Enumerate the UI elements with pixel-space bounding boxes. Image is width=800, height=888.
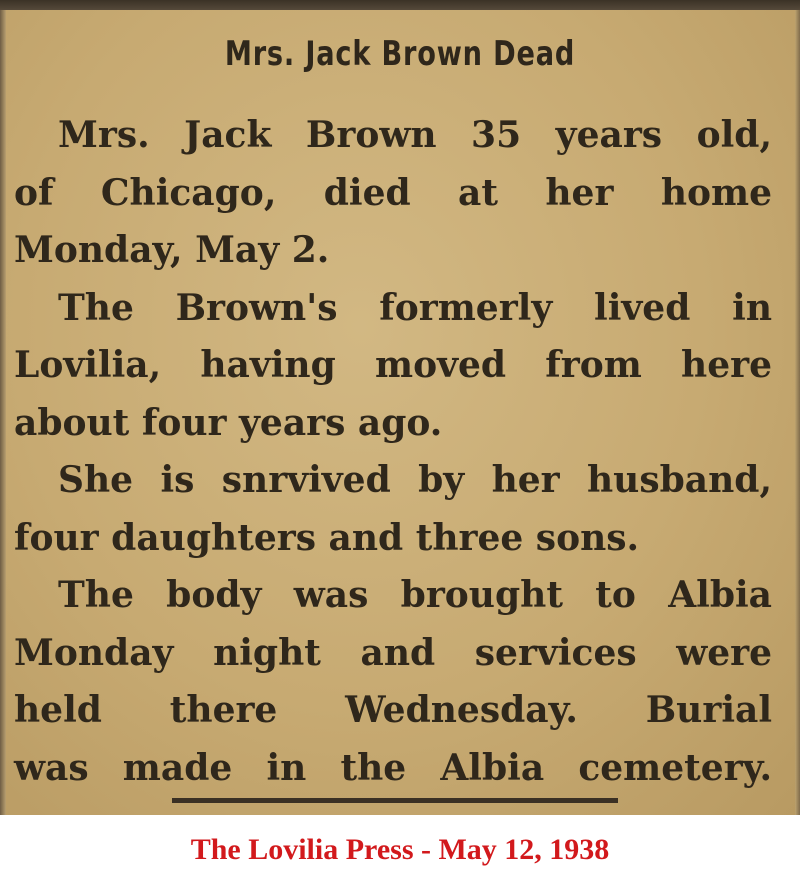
article-line: held there Wednesday. Burial — [14, 689, 772, 731]
article-line: was made in the Albia cemetery. — [14, 746, 772, 789]
bottom-column-rule — [172, 798, 618, 803]
article-line: Lovilia, having moved from here — [14, 344, 772, 386]
article-line: The body was brought to Albia — [58, 574, 772, 616]
paragraph-2 — [14, 280, 772, 453]
article-body — [14, 107, 772, 797]
article-line: Monday night and services were — [14, 631, 772, 674]
article-line: Monday, May 2. — [14, 229, 330, 271]
article-line: of Chicago, died at her home — [14, 171, 772, 214]
paragraph-1 — [14, 107, 772, 280]
right-border-rule — [795, 10, 800, 815]
left-border-rule — [0, 10, 6, 815]
article-line: The Brown's formerly lived in — [58, 286, 772, 329]
article-line: four daughters and three sons. — [14, 516, 640, 559]
article-headline: Mrs. Jack Brown Dead — [224, 34, 576, 74]
paragraph-3 — [14, 452, 772, 567]
article-line: Mrs. Jack Brown 35 years old, — [58, 114, 772, 156]
paragraph-4 — [14, 567, 772, 797]
article-line: She is snrvived by her husband, — [58, 459, 772, 501]
source-caption: The Lovilia Press - May 12, 1938 — [190, 833, 610, 866]
article-line: about four years ago. — [14, 401, 443, 444]
top-border-rule — [0, 0, 800, 10]
